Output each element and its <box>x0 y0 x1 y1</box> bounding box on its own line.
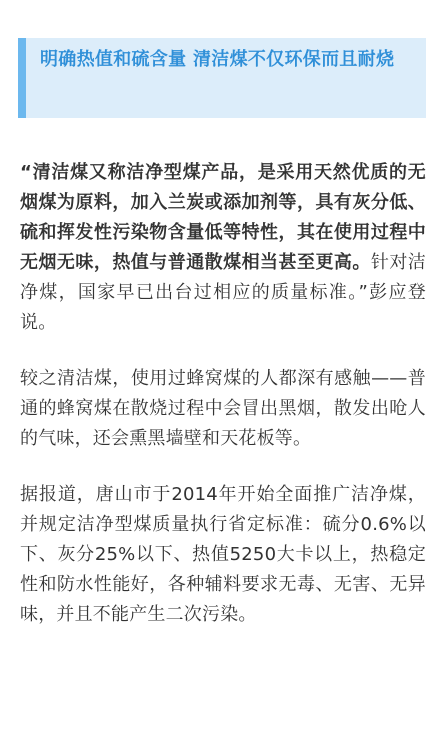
quote-normal-text: 针对洁净煤，国家早已出台过相应的质量标准。”彭应登说。 <box>20 252 426 333</box>
quote-bold-text: “清洁煤又称洁净型煤产品，是采用天然优质的无烟煤为原料，加入兰炭或添加剂等，具有灰分低、硫和挥发性污染物含量低等特性，其在使用过程中无烟无味，热值与普通散煤相当甚至更高。 <box>20 162 426 273</box>
callout-title: 明确热值和硫含量 清洁煤不仅环保而且耐烧 <box>40 49 395 70</box>
paragraph-quote <box>20 158 426 338</box>
article-body <box>20 158 426 656</box>
headline-callout <box>18 38 426 118</box>
paragraph-comparison: 较之清洁煤，使用过蜂窝煤的人都深有感触——普通的蜂窝煤在散烧过程中会冒出黑烟，散发出呛人的气味，还会熏黑墙壁和天花板等。 <box>20 368 426 449</box>
paragraph-tangshan: 据报道，唐山市于2014年开始全面推广洁净煤，并规定洁净型煤质量执行省定标准：硫分0.6%以下、灰分25%以下、热值5250大卡以上，热稳定性和防水性能好，各种辅料要求无毒、无害、无异味，并且不能产生二次污染。 <box>20 484 426 625</box>
